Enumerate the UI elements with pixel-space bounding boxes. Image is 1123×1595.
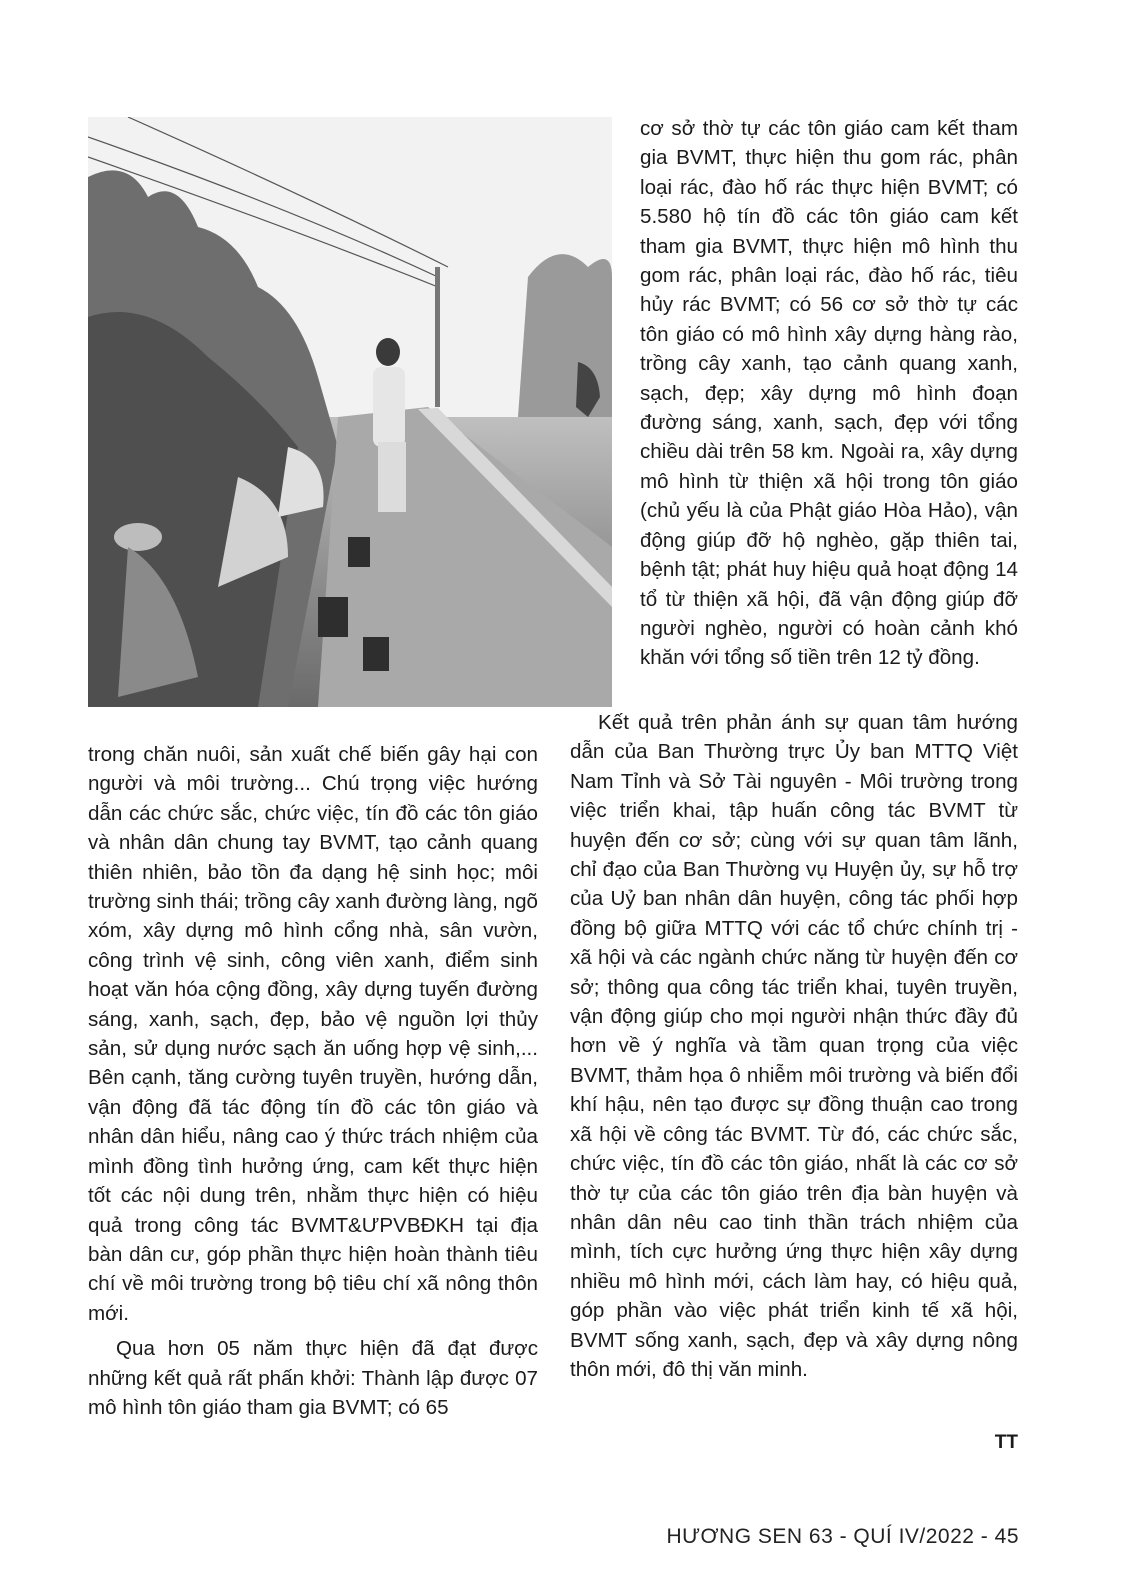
- author-signature: TT: [994, 1432, 1018, 1453]
- right-column-top: [640, 114, 1018, 673]
- right-column-bottom: [570, 708, 1018, 1384]
- left-column: [88, 740, 538, 1422]
- paragraph-results: Qua hơn 05 năm thực hiện đã đạt được những kết quả rất phấn khởi: Thành lập được 07 mô hình tôn giáo tham gia BVMT; có 65: [88, 1337, 538, 1419]
- paragraph-guidance: trong chăn nuôi, sản xuất chế biến gây hại con người và môi trường... Chú trọng việc hướng dẫn các chức sắc, chức việc, tín đồ các tôn giáo và nhân dân chung tay BVMT, tạo cảnh quang thiên nhiên, bảo tồn đa dạng hệ sinh học; môi trường sinh thái; trồng cây xanh đường làng, ngõ xóm, xây dựng mô hình cổng nhà, sân vườn, công trình vệ sinh, công viên xanh, điểm sinh hoạt văn hóa cộng đồng, xây dựng tuyến đường sáng, xanh, sạch, đẹp, bảo vệ nguồn lợi thủy sản, sử dụng nước sạch ăn uống hợp vệ sinh,... Bên cạnh, tăng cường tuyên truyền, hướng dẫn, vận động đã tác động tín đồ các tôn giáo và nhân dân hiểu, nâng cao ý thức trách nhiệm của mình đồng tình hưởng ứng, cam kết thực hiện tốt các nội dung trên, nhằm thực hiện có hiệu quả trong công tác BVMT&ƯPVBĐKH tại địa bàn dân cư, góp phần thực hiện hoàn thành tiêu chí về môi trường trong bộ tiêu chí xã nông thôn mới.: [88, 743, 538, 1325]
- paragraph-conclusion: Kết quả trên phản ánh sự quan tâm hướng dẫn của Ban Thường trực Ủy ban MTTQ Việt Nam Tỉnh và Sở Tài nguyên - Môi trường trong việc triển khai, tập huấn công tác BVMT từ huyện đến cơ sở; cùng với sự quan tâm lãnh, chỉ đạo của Ban Thường vụ Huyện ủy, sự hỗ trợ của Uỷ ban nhân dân huyện, công tác phối hợp đồng bộ giữa MTTQ với các tổ chức chính trị - xã hội và các ngành chức năng từ huyện đến cơ sở; thông qua công tác triển khai, tuyên truyền, vận động giúp cho mọi người nhận thức đầy đủ hơn về ý nghĩa và tầm quan trọng của việc BVMT, thảm họa ô nhiễm môi trường và biến đổi khí hậu, nên tạo được sự đồng thuận cao trong xã hội về công tác BVMT. Từ đó, các chức sắc, chức việc, tín đồ các tôn giáo, nhất là các cơ sở thờ tự của các tôn giáo trên địa bàn huyện và nhân dân nêu cao tinh thần trách nhiệm của mình, tích cực hưởng ứng thực hiện xây dựng nhiều mô hình mới, cách làm hay, có hiệu quả, góp phần vào việc phát triển kinh tế xã hội, BVMT sống xanh, sạch, đẹp và xây dựng nông thôn mới, đô thị văn minh.: [570, 711, 1018, 1381]
- paragraph-religious-facilities: cơ sở thờ tự các tôn giáo cam kết tham gia BVMT, thực hiện thu gom rác, phân loại rác, đào hố rác thực hiện BVMT; có 5.580 hộ tín đồ các tôn giáo cam kết tham gia BVMT, thực hiện mô hình thu gom rác, phân loại rác, đào hố rác, tiêu hủy rác BVMT; có 56 cơ sở thờ tự các tôn giáo có mô hình xây dựng hàng rào, trồng cây xanh, tạo cảnh quang xanh, sạch, đẹp; xây dựng mô hình đoạn đường sáng, xanh, sạch, đẹp với tổng chiều dài trên 58 km. Ngoài ra, xây dựng mô hình từ thiện xã hội trong tôn giáo (chủ yếu là của Phật giáo Hòa Hảo), vận động giúp đỡ hộ nghèo, gặp thiên tai, bệnh tật; phát huy hiệu quả hoạt động 14 tổ từ thiện xã hội, đã vận động giúp đỡ người nghèo, người có hoàn cảnh khó khăn với tổng số tiền trên 12 tỷ đồng.: [640, 117, 1018, 670]
- photo-people-planting-flowers-icon: [88, 117, 612, 707]
- page-footer: HƯƠNG SEN 63 - QUÍ IV/2022 - 45: [666, 1525, 1019, 1548]
